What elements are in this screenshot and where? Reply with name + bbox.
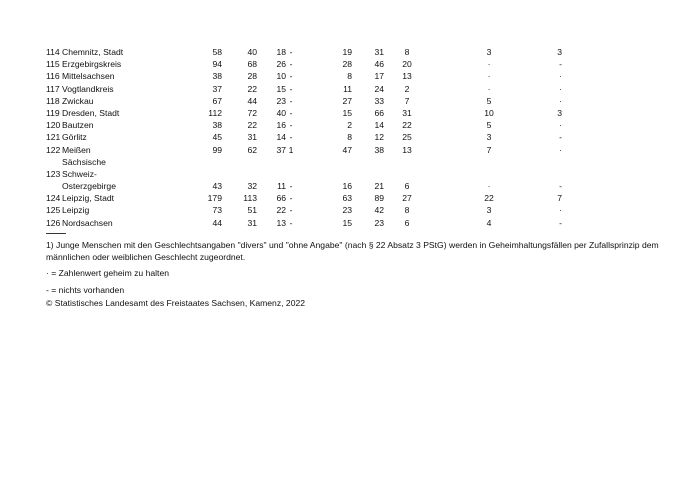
table-row [46, 217, 562, 229]
region-name: Sächsische Schweiz-Osterzgebirge [62, 156, 116, 192]
value-cell: 66 [374, 107, 384, 118]
value-cell: 113 [243, 193, 257, 204]
value-cell: 38 [212, 120, 222, 131]
row-number: 123 [46, 168, 61, 179]
table-row [46, 119, 562, 131]
value-cell: 31 [402, 107, 412, 118]
value-cell: 24 [374, 83, 384, 94]
footnote-secret-symbol: · = Zahlenwert geheim zu halten [46, 268, 170, 279]
value-cell: 20 [402, 59, 412, 70]
value-cell: · [559, 205, 562, 216]
value-cell: 40 [276, 107, 286, 118]
region-name: Meißen [62, 144, 91, 155]
row-number: 124 [46, 193, 61, 204]
value-cell: 14 [374, 120, 384, 131]
value-cell: 28 [342, 59, 352, 70]
value-cell: 31 [247, 132, 257, 143]
value-cell: - [289, 83, 293, 94]
table-row [46, 95, 562, 107]
region-name: Vogtlandkreis [62, 83, 114, 94]
value-cell: 3 [557, 107, 562, 118]
value-cell: - [559, 59, 562, 70]
value-cell: 18 [276, 47, 286, 57]
value-cell: - [289, 120, 293, 131]
value-cell: - [289, 47, 293, 57]
value-cell: 38 [374, 144, 384, 155]
value-cell: 27 [402, 193, 412, 204]
value-cell: 26 [276, 59, 286, 70]
value-cell: 94 [212, 59, 222, 70]
value-cell: 40 [247, 47, 257, 57]
value-cell: - [289, 205, 293, 216]
region-name: Chemnitz, Stadt [62, 47, 124, 57]
value-cell: 44 [212, 217, 222, 228]
value-cell: 19 [342, 47, 352, 57]
value-cell: - [289, 59, 293, 70]
value-cell: 6 [404, 217, 410, 228]
region-name: Nordsachsen [62, 217, 113, 228]
value-cell: 22 [484, 193, 494, 204]
value-cell: · [487, 181, 491, 192]
value-cell: 23 [276, 95, 286, 106]
table-row [46, 70, 562, 82]
value-cell: 31 [374, 47, 384, 57]
row-number: 121 [46, 132, 61, 143]
region-name: Zwickau [62, 95, 94, 106]
value-cell: 32 [247, 181, 257, 192]
row-number: 114 [46, 47, 60, 57]
value-cell: 13 [402, 144, 412, 155]
value-cell: - [289, 181, 293, 192]
copyright-notice: © Statistisches Landesamt des Freistaates Sachsen, Kamenz, 2022 [46, 298, 306, 308]
footnote-none-symbol: - = nichts vorhanden [46, 284, 125, 295]
value-cell: 16 [342, 181, 352, 192]
table-row [46, 131, 562, 143]
value-cell: 46 [374, 59, 384, 70]
value-cell: - [289, 217, 293, 228]
value-cell: 22 [247, 83, 257, 94]
table-row [46, 83, 562, 95]
row-number: 122 [46, 144, 61, 155]
value-cell: 27 [342, 95, 352, 106]
value-cell: · [487, 71, 491, 82]
value-cell: 67 [212, 95, 222, 106]
value-cell: 25 [402, 132, 412, 143]
value-cell: 22 [276, 205, 286, 216]
value-cell: 89 [374, 193, 384, 204]
value-cell: - [289, 193, 293, 204]
value-cell: 21 [374, 181, 384, 192]
row-number: 115 [46, 59, 60, 70]
value-cell: 7 [404, 95, 410, 106]
value-cell: 44 [247, 95, 257, 106]
value-cell: 5 [486, 95, 492, 106]
value-cell: 15 [342, 107, 352, 118]
value-cell: 8 [347, 132, 352, 143]
value-cell: 3 [486, 205, 492, 216]
value-cell: - [289, 71, 293, 82]
value-cell: 8 [404, 205, 410, 216]
region-name: Leipzig [62, 205, 90, 216]
value-cell: - [289, 132, 293, 143]
row-number: 125 [46, 205, 61, 216]
value-cell: 72 [247, 107, 257, 118]
value-cell: 7 [557, 193, 562, 204]
value-cell: · [559, 120, 562, 131]
value-cell: 11 [277, 181, 286, 192]
value-cell: - [559, 181, 562, 192]
value-cell: 12 [374, 132, 384, 143]
value-cell: 3 [486, 47, 492, 57]
value-cell: 31 [247, 217, 257, 228]
region-name: Mittelsachsen [62, 71, 115, 82]
value-cell: - [289, 95, 293, 106]
value-cell: 37 [212, 83, 222, 94]
value-cell: 17 [374, 71, 384, 82]
value-cell: · [559, 95, 562, 106]
value-cell: 13 [402, 71, 412, 82]
value-cell: 13 [276, 217, 286, 228]
value-cell: · [559, 83, 562, 94]
value-cell: 45 [212, 132, 222, 143]
value-cell: 66 [276, 193, 286, 204]
region-name: Dresden, Stadt [62, 107, 120, 118]
value-cell: 23 [342, 205, 352, 216]
value-cell: 16 [276, 120, 286, 131]
value-cell: 14 [276, 132, 286, 143]
value-cell: 6 [404, 181, 410, 192]
value-cell: 23 [374, 217, 384, 228]
region-name: Görlitz [62, 132, 87, 143]
value-cell: 73 [212, 205, 222, 216]
row-number: 118 [46, 95, 60, 106]
value-cell: 28 [247, 71, 257, 82]
value-cell: 38 [212, 71, 222, 82]
table-row [46, 107, 562, 119]
region-name: Erzgebirgskreis [62, 59, 122, 70]
value-cell: - [559, 217, 562, 228]
value-cell: 112 [208, 107, 222, 118]
value-cell: 47 [342, 144, 352, 155]
value-cell: 10 [484, 107, 494, 118]
row-number: 126 [46, 217, 61, 228]
value-cell: 58 [212, 47, 222, 57]
value-cell: · [559, 71, 562, 82]
row-number: 120 [46, 120, 61, 131]
value-cell: 22 [247, 120, 257, 131]
value-cell: 11 [343, 83, 352, 94]
value-cell: 7 [486, 144, 492, 155]
value-cell: · [487, 83, 491, 94]
value-cell: 63 [342, 193, 352, 204]
row-number: 117 [46, 83, 60, 94]
value-cell: 15 [342, 217, 352, 228]
value-cell: 15 [276, 83, 286, 94]
value-cell: 51 [247, 205, 257, 216]
data-table [46, 46, 562, 229]
value-cell: 2 [347, 120, 352, 131]
footnote-divider [46, 233, 66, 234]
value-cell: 62 [247, 144, 257, 155]
value-cell: 42 [374, 205, 384, 216]
value-cell: 1 [288, 144, 294, 155]
value-cell: · [559, 144, 562, 155]
value-cell: 68 [247, 59, 257, 70]
value-cell: 10 [276, 71, 286, 82]
value-cell: - [559, 132, 562, 143]
footnote-gender: 1) Junge Menschen mit den Geschlechtsangaben "divers" und "ohne Angabe" (nach § 22 Absatz 3 PStG) werden in Geheimhaltungsfällen per Zufallsprinzip dem männlichen oder weiblichen Geschlecht zugeordnet. [46, 240, 659, 263]
value-cell: · [487, 59, 491, 70]
value-cell: 4 [486, 217, 492, 228]
row-number: 119 [46, 107, 60, 118]
table-row [46, 192, 562, 204]
value-cell: 8 [404, 47, 410, 57]
value-cell: 8 [347, 71, 352, 82]
table-row [46, 46, 562, 58]
footnotes [46, 239, 666, 300]
value-cell: 43 [212, 181, 222, 192]
table-row [46, 144, 562, 156]
row-number: 116 [46, 71, 60, 82]
value-cell: 3 [557, 47, 562, 57]
table-row [46, 156, 562, 193]
region-name: Leipzig, Stadt [62, 193, 115, 204]
value-cell: - [289, 107, 293, 118]
value-cell: 37 [276, 144, 286, 155]
table-row [46, 58, 562, 70]
region-name: Bautzen [62, 120, 94, 131]
value-cell: 99 [212, 144, 222, 155]
value-cell: 2 [404, 83, 410, 94]
value-cell: 5 [486, 120, 492, 131]
value-cell: 22 [402, 120, 412, 131]
value-cell: 3 [486, 132, 492, 143]
table-row [46, 204, 562, 216]
value-cell: 33 [374, 95, 384, 106]
value-cell: 179 [207, 193, 222, 204]
